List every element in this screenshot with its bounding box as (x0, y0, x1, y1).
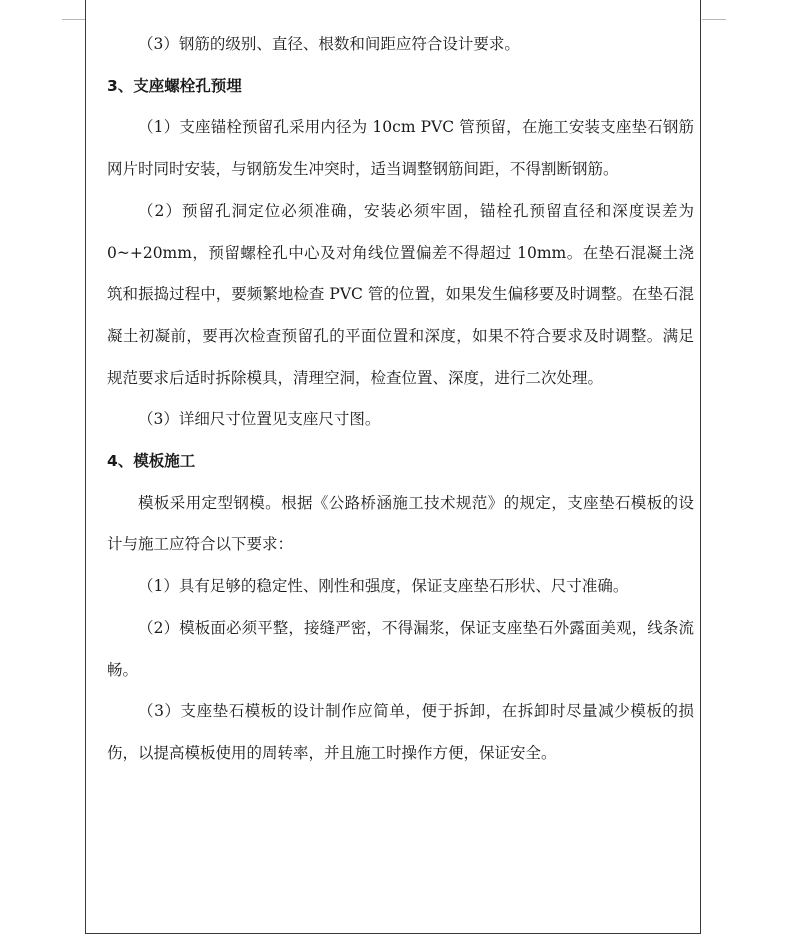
crop-mark-top-right (702, 19, 726, 20)
heading-bolt-hole: 3、支座螺栓孔预埋 (107, 76, 242, 95)
paragraph-bolt-hole-3: （3）详细尺寸位置见支座尺寸图。 (138, 410, 381, 429)
paragraph-bolt-hole-2: （2）预留孔洞定位必须准确，安装必须牢固，锚栓孔预留直径和深度误差为 0~+20mm，预留螺栓孔中心及对角线位置偏差不得超过 10mm。在垫石混凝土浇筑和振捣过程中，要频繁地检查 PVC 管的位置，如果发生偏移要及时调整。在垫石混凝土初凝前，要再次检查预留孔的平面位置和深度，如果不符合要求及时调整。满足规范要求后适时拆除模具，清理空洞，检查位置、深度，进行二次处理。 (107, 201, 694, 387)
paragraph-formwork-intro: 模板采用定型钢模。根据《公路桥涵施工技术规范》的规定，支座垫石模板的设计与施工应符合以下要求： (107, 493, 694, 554)
paragraph-rebar-spec: （3）钢筋的级别、直径、根数和间距应符合设计要求。 (138, 35, 520, 53)
paragraph-formwork-1: （1）具有足够的稳定性、刚性和强度，保证支座垫石形状、尺寸准确。 (138, 577, 629, 596)
heading-formwork: 4、模板施工 (107, 452, 196, 471)
document-body (107, 24, 694, 775)
paragraph-formwork-3: （3）支座垫石模板的设计制作应简单，便于拆卸，在拆卸时尽量减少模板的损伤，以提高模板使用的周转率，并且施工时操作方便，保证安全。 (107, 702, 694, 762)
paragraph-bolt-hole-1: （1）支座锚栓预留孔采用内径为 10cm PVC 管预留，在施工安装支座垫石钢筋网片时同时安装，与钢筋发生冲突时，适当调整钢筋间距，不得割断钢筋。 (107, 118, 694, 179)
crop-mark-top-left (62, 19, 86, 20)
paragraph-formwork-2: （2）模板面必须平整，接缝严密，不得漏浆，保证支座垫石外露面美观，线条流畅。 (107, 618, 694, 679)
